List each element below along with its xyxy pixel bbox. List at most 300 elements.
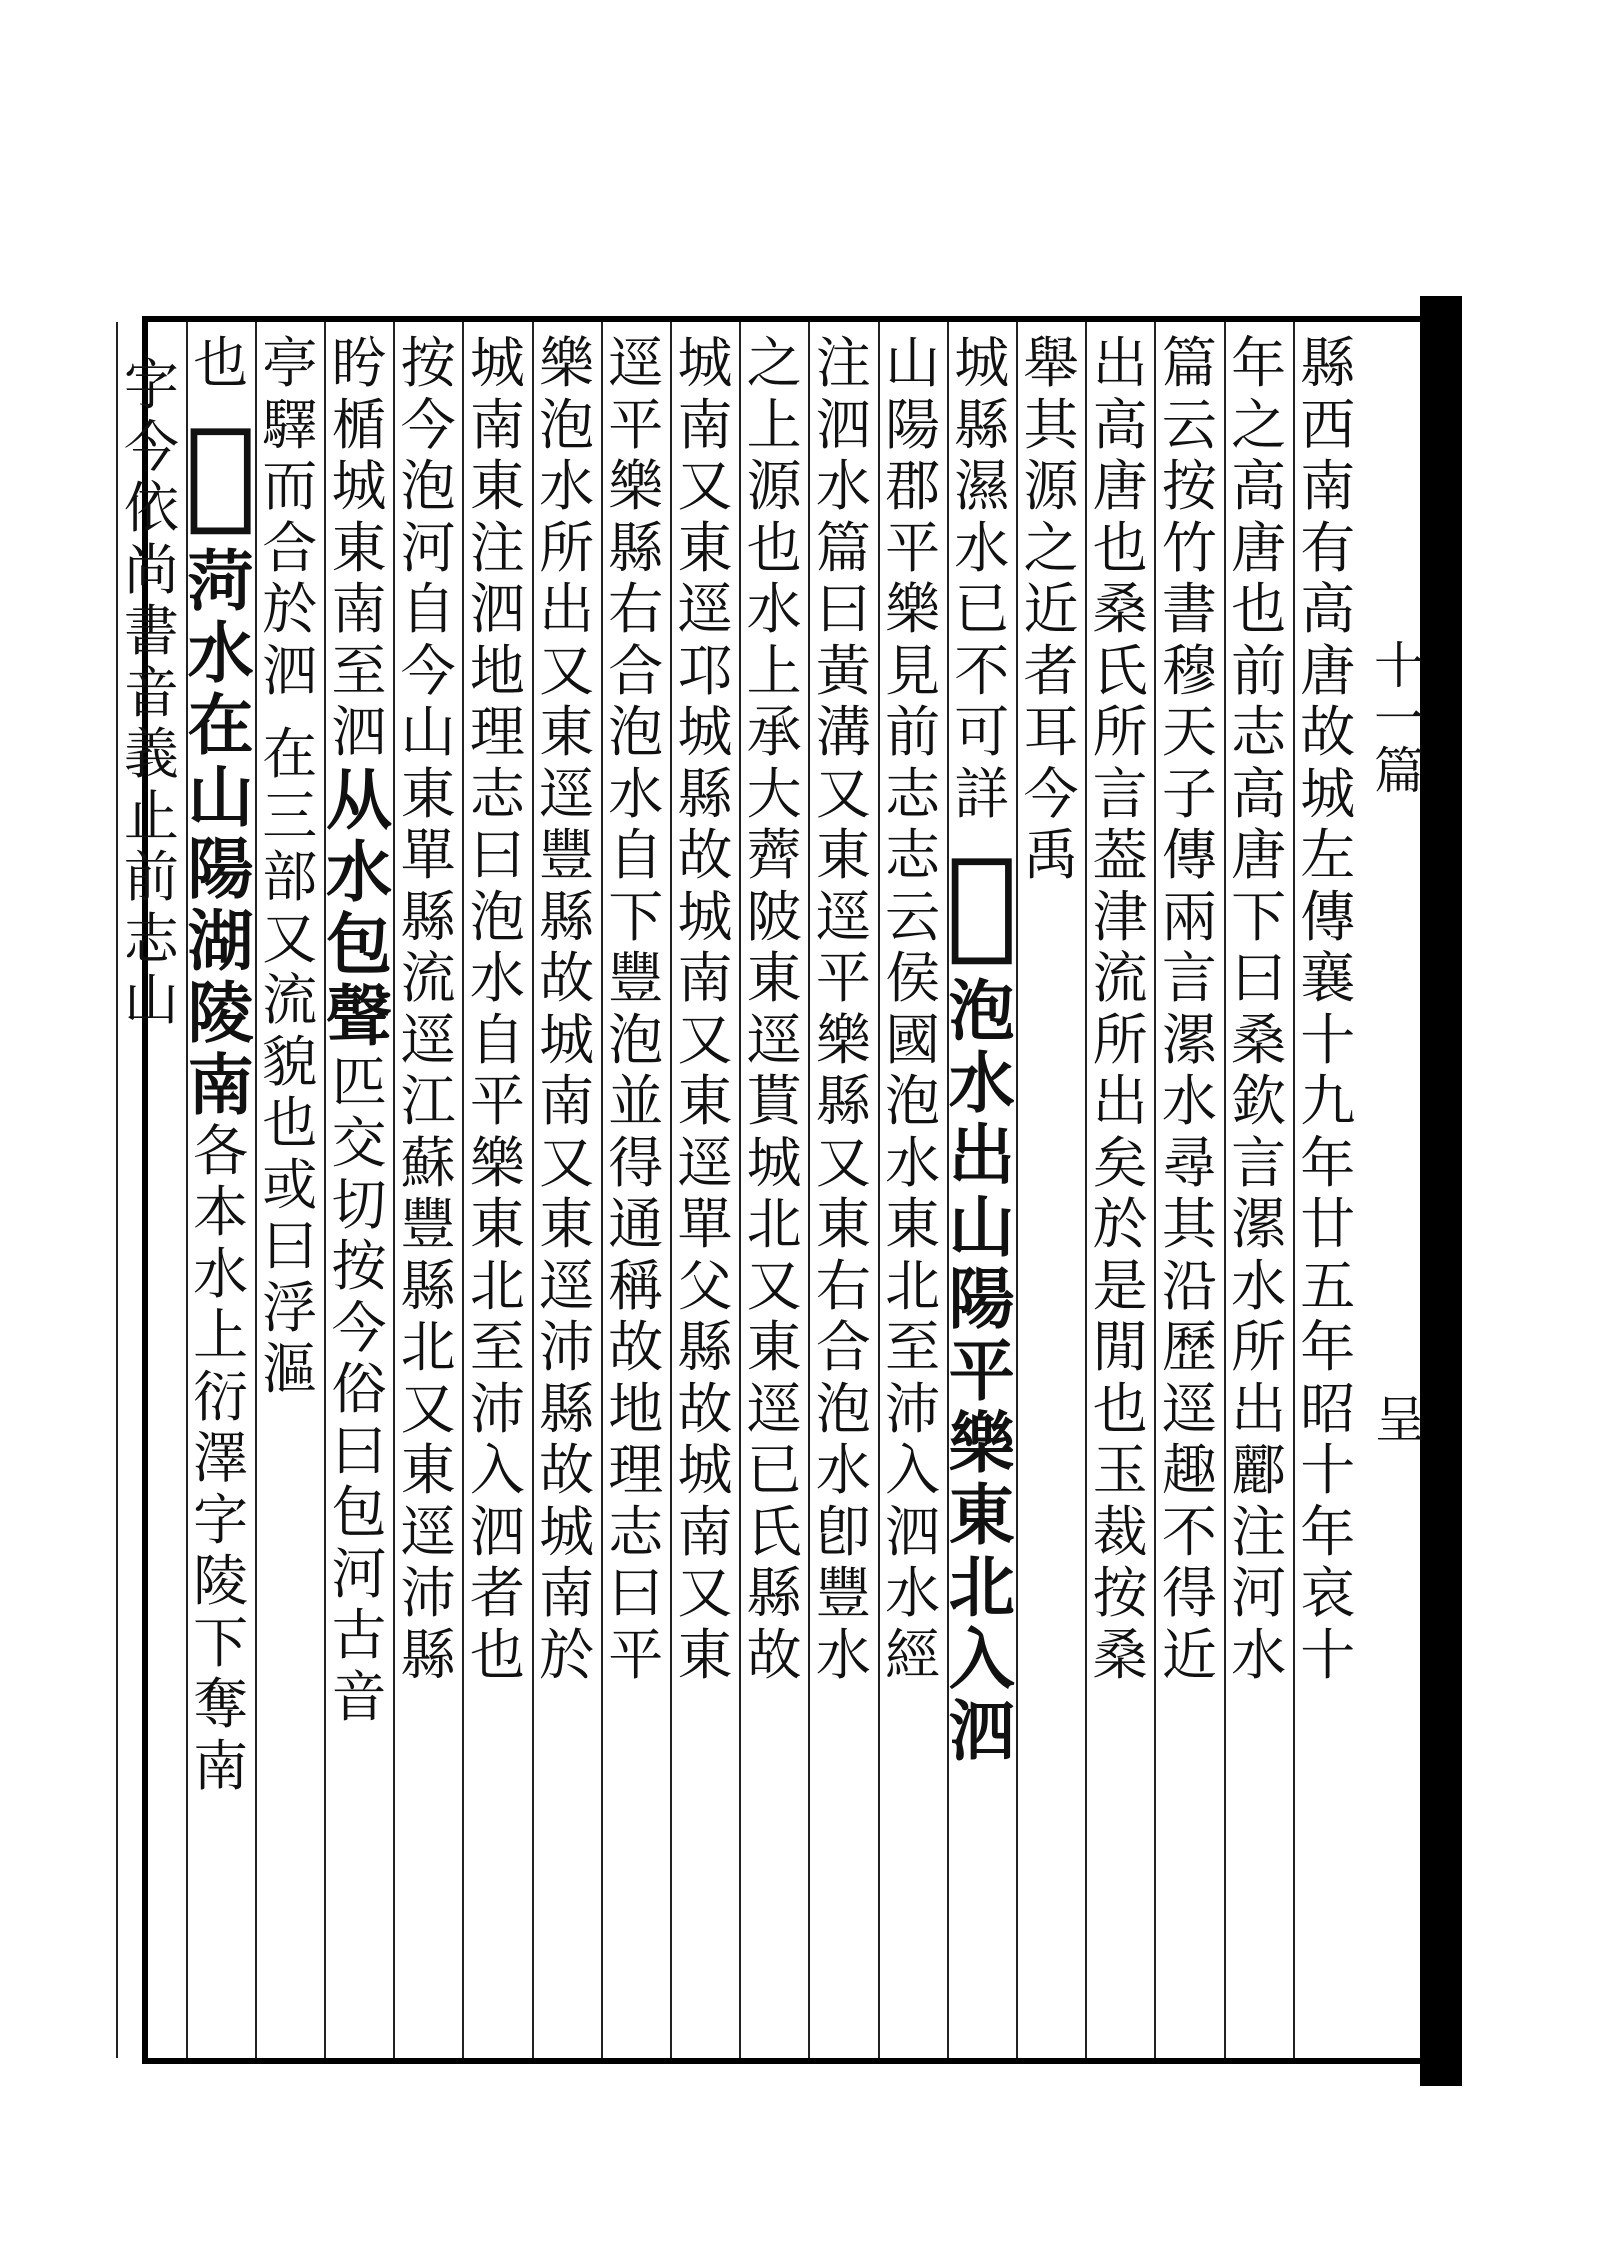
glyph: 地 — [469, 638, 525, 703]
glyph: 近 — [1023, 577, 1079, 641]
glyph: 沛 — [469, 1376, 525, 1441]
glyph: 縣 — [677, 761, 733, 826]
glyph: 曰 — [1231, 946, 1287, 1010]
glyph: 出 — [539, 577, 595, 641]
glyph: 或 — [262, 1152, 318, 1217]
glyph: 山 — [885, 331, 941, 395]
glyph: 今 — [400, 392, 456, 457]
glyph: 南 — [677, 946, 733, 1010]
glyph: 至 — [885, 1315, 941, 1379]
glyph: 平 — [815, 946, 871, 1010]
glyph: 又 — [262, 906, 318, 971]
glyph: 篇 — [815, 515, 871, 580]
glyph: 注 — [1231, 1499, 1287, 1564]
glyph: 漚 — [262, 1337, 318, 1401]
glyph: 大 — [746, 761, 802, 826]
commentary-text — [193, 1118, 249, 1801]
glyph: 流 — [400, 946, 456, 1010]
glyph: 在 — [262, 722, 318, 786]
glyph: 又 — [677, 1007, 733, 1072]
glyph: 水 — [815, 1622, 871, 1687]
glyph: 泡 — [469, 884, 525, 949]
glyph: 縣 — [400, 1622, 456, 1687]
glyph: 南 — [1300, 454, 1356, 518]
glyph: 泡 — [608, 1007, 664, 1072]
glyph: 東 — [331, 515, 387, 580]
glyph: 流 — [1092, 946, 1148, 1010]
glyph: 也 — [1092, 515, 1148, 580]
commentary-text — [608, 331, 664, 1689]
glyph: 部 — [262, 845, 318, 909]
glyph: 縣 — [608, 515, 664, 580]
glyph: 豐 — [400, 1192, 456, 1256]
glyph: 襄 — [1300, 946, 1356, 1010]
glyph: 山 — [123, 968, 179, 1032]
glyph: 十 — [1300, 1438, 1356, 1502]
glyph: 云 — [885, 884, 941, 949]
glyph: 所 — [1231, 1315, 1287, 1379]
glyph: 不 — [954, 638, 1010, 703]
glyph: 各 — [193, 1118, 249, 1183]
glyph: 山 — [187, 757, 254, 836]
glyph: 桑 — [1231, 1007, 1287, 1072]
commentary-text — [331, 1049, 387, 1732]
glyph: 言 — [1092, 761, 1148, 826]
glyph: 水 — [1161, 1069, 1217, 1133]
glyph: 也 — [1092, 1376, 1148, 1441]
glyph: 楯 — [331, 392, 387, 457]
fore-edge-margin — [1420, 296, 1462, 2086]
glyph: 樂 — [948, 1404, 1015, 1482]
glyph: 平 — [608, 1622, 664, 1687]
glyph: 水 — [885, 1130, 941, 1195]
glyph: 趣 — [1161, 1438, 1217, 1502]
glyph: 陽 — [187, 829, 254, 908]
glyph: 所 — [539, 515, 595, 580]
glyph: 高 — [1300, 577, 1356, 641]
glyph: 東 — [815, 823, 871, 887]
glyph: 出 — [948, 1116, 1015, 1194]
glyph: 上 — [193, 1303, 249, 1367]
commentary-text — [193, 331, 249, 398]
glyph: 城 — [1300, 761, 1356, 826]
commentary-text — [469, 331, 525, 1689]
glyph: 樂 — [608, 454, 664, 518]
glyph: 城 — [331, 454, 387, 518]
glyph: 縣 — [400, 884, 456, 949]
commentary-text — [1092, 331, 1148, 1689]
glyph: 河 — [1231, 1561, 1287, 1625]
glyph: 東 — [539, 1192, 595, 1256]
glyph: 得 — [1161, 1561, 1217, 1625]
glyph: 天 — [1161, 700, 1217, 764]
glyph: 閒 — [1092, 1315, 1148, 1379]
glyph: 縣 — [954, 392, 1010, 457]
glyph: 至 — [331, 638, 387, 703]
glyph: 三 — [262, 783, 318, 848]
glyph: 今 — [400, 638, 456, 703]
commentary-text — [400, 331, 456, 1689]
glyph: 陽 — [948, 1260, 1015, 1338]
glyph: 下 — [193, 1610, 249, 1675]
chapter-label — [1370, 637, 1428, 800]
glyph: 水 — [193, 1241, 249, 1306]
glyph: 注 — [815, 331, 871, 395]
glyph: 曰 — [815, 577, 871, 641]
text-column — [945, 331, 1018, 1770]
seal-script-glyph — [946, 828, 1018, 978]
glyph: 又 — [400, 1376, 456, 1441]
glyph: 傳 — [1161, 823, 1217, 887]
glyph: 也 — [1231, 577, 1287, 641]
glyph: 合 — [608, 638, 664, 703]
glyph: 上 — [746, 638, 802, 703]
seal-script-glyph — [185, 398, 257, 548]
glyph: 於 — [262, 577, 318, 641]
glyph: 北 — [948, 1548, 1015, 1626]
glyph: 東 — [746, 946, 802, 1010]
glyph: 出 — [1092, 331, 1148, 395]
glyph: 水 — [815, 1438, 871, 1502]
glyph: 包 — [326, 904, 392, 983]
glyph: 流 — [262, 968, 318, 1032]
glyph: 河 — [331, 1541, 387, 1606]
glyph: 東 — [400, 761, 456, 826]
glyph: 水 — [815, 454, 871, 518]
glyph: 陽 — [885, 392, 941, 457]
text-column — [1087, 331, 1153, 1689]
glyph: 古 — [331, 1603, 387, 1667]
glyph: 右 — [815, 1253, 871, 1318]
glyph: 故 — [539, 946, 595, 1010]
glyph: 詳 — [954, 761, 1010, 826]
glyph: 黃 — [815, 638, 871, 703]
glyph: 唐 — [1231, 823, 1287, 887]
glyph: 泗 — [469, 577, 525, 641]
glyph: 者 — [469, 1561, 525, 1625]
glyph: 縣 — [539, 884, 595, 949]
glyph: 單 — [400, 823, 456, 887]
glyph: 傳 — [1300, 884, 1356, 949]
glyph: 而 — [262, 454, 318, 518]
glyph: 城 — [677, 1438, 733, 1502]
commentary-text — [123, 353, 179, 1035]
glyph: 志 — [885, 761, 941, 826]
commentary-text — [746, 331, 802, 1689]
glyph: 河 — [400, 515, 456, 580]
glyph: 衍 — [193, 1364, 249, 1429]
commentary-text — [539, 331, 595, 1689]
glyph: 逕 — [746, 1376, 802, 1441]
glyph: 東 — [746, 1315, 802, 1379]
text-column — [395, 331, 461, 1689]
glyph: 桑 — [1092, 577, 1148, 641]
glyph: 亭 — [262, 331, 318, 395]
glyph: 注 — [469, 515, 525, 580]
glyph: 篇 — [1161, 331, 1217, 395]
glyph: 年 — [1300, 1499, 1356, 1564]
glyph: 東 — [539, 700, 595, 764]
text-column — [464, 331, 530, 1689]
glyph: 志 — [469, 761, 525, 826]
commentary-text — [1231, 331, 1287, 1689]
glyph: 曰 — [262, 1214, 318, 1278]
glyph: 豐 — [539, 823, 595, 887]
commentary-text — [815, 331, 871, 1689]
glyph: 又 — [746, 1253, 802, 1318]
glyph: 玉 — [1092, 1438, 1148, 1502]
glyph: 故 — [608, 1315, 664, 1379]
glyph: 東 — [677, 515, 733, 580]
glyph: 今 — [331, 1295, 387, 1360]
glyph: 桑 — [1092, 1622, 1148, 1687]
glyph: 津 — [1092, 884, 1148, 949]
glyph: 俗 — [331, 1357, 387, 1421]
glyph: 泗 — [331, 700, 387, 764]
glyph: 溝 — [815, 700, 871, 764]
glyph: 城 — [539, 1007, 595, 1072]
glyph: 今 — [1023, 761, 1079, 826]
glyph: 地 — [608, 1376, 664, 1441]
glyph: 年 — [1231, 331, 1287, 395]
glyph: 言 — [1161, 946, 1217, 1010]
glyph: 本 — [193, 1180, 249, 1244]
glyph: 山 — [948, 1188, 1015, 1266]
glyph: 書 — [123, 599, 179, 663]
glyph: 水 — [1231, 1253, 1287, 1318]
text-column — [1295, 331, 1361, 1689]
glyph: 尚 — [123, 537, 179, 602]
glyph: 義 — [123, 722, 179, 786]
glyph: 源 — [1023, 454, 1079, 518]
glyph: 竹 — [1161, 515, 1217, 580]
glyph: 水 — [885, 1561, 941, 1625]
glyph: 葢 — [1092, 823, 1148, 887]
glyph: 於 — [1092, 1192, 1148, 1256]
glyph: 泗 — [948, 1692, 1015, 1770]
glyph: 志 — [885, 823, 941, 887]
glyph: 縣 — [677, 1315, 733, 1379]
glyph: 北 — [746, 1192, 802, 1256]
glyph: 平 — [885, 515, 941, 580]
glyph: 樂 — [539, 331, 595, 395]
glyph: 高 — [1092, 392, 1148, 457]
glyph: 故 — [1300, 700, 1356, 764]
text-column — [257, 331, 323, 1404]
glyph: 出 — [1231, 1376, 1287, 1441]
glyph: 近 — [1161, 1622, 1217, 1687]
glyph: 按 — [1092, 1561, 1148, 1625]
glyph: 城 — [469, 331, 525, 395]
glyph: 理 — [469, 700, 525, 764]
glyph: 音 — [123, 660, 179, 725]
glyph: 貰 — [746, 1069, 802, 1133]
glyph: 漯 — [1231, 1192, 1287, 1256]
glyph: 陵 — [193, 1549, 249, 1613]
glyph: 入 — [469, 1438, 525, 1502]
glyph: 逕 — [815, 884, 871, 949]
glyph: 昭 — [1300, 1376, 1356, 1441]
glyph: 薺 — [746, 823, 802, 887]
glyph: 東 — [948, 1476, 1015, 1554]
text-column — [184, 331, 257, 1800]
text-column — [741, 331, 807, 1689]
glyph: 泗 — [469, 1499, 525, 1564]
glyph: 尋 — [1161, 1130, 1217, 1195]
glyph: 𣲖 — [945, 833, 1018, 972]
text-column — [880, 331, 946, 1689]
glyph: 水 — [954, 515, 1010, 580]
glyph: 驛 — [262, 392, 318, 457]
glyph: 理 — [608, 1438, 664, 1502]
glyph: 故 — [539, 1438, 595, 1502]
commentary-text — [1300, 331, 1356, 1689]
glyph: 水 — [746, 577, 802, 641]
glyph: 泡 — [539, 392, 595, 457]
glyph: 入 — [885, 1438, 941, 1502]
glyph: 東 — [469, 454, 525, 518]
glyph: 水 — [1231, 1622, 1287, 1687]
glyph: 从 — [326, 760, 392, 839]
glyph: 兩 — [1161, 884, 1217, 949]
glyph: 止 — [123, 783, 179, 848]
glyph: 按 — [400, 331, 456, 395]
glyph: 裁 — [1092, 1499, 1148, 1564]
glyph: 交 — [331, 1111, 387, 1175]
glyph: 十 — [1300, 1622, 1356, 1687]
glyph: 得 — [608, 1130, 664, 1195]
glyph: 子 — [1161, 761, 1217, 826]
glyph: 平 — [948, 1332, 1015, 1410]
glyph: 可 — [954, 700, 1010, 764]
glyph: 湖 — [187, 901, 254, 980]
glyph: 是 — [1092, 1253, 1148, 1318]
glyph: 水 — [469, 946, 525, 1010]
glyph: 者 — [1023, 638, 1079, 703]
glyph: 豐 — [815, 1561, 871, 1625]
glyph: 自 — [608, 823, 664, 887]
glyph: 其 — [1161, 1192, 1217, 1256]
glyph: 城 — [954, 331, 1010, 395]
commentary-text — [1161, 331, 1217, 1689]
glyph: 五 — [1300, 1253, 1356, 1318]
glyph: 又 — [677, 454, 733, 518]
glyph: 所 — [1092, 1007, 1148, 1072]
glyph: 又 — [539, 638, 595, 703]
glyph: 水 — [539, 454, 595, 518]
glyph: 十 — [1300, 1007, 1356, 1072]
glyph: 前 — [1231, 638, 1287, 703]
glyph: 又 — [677, 1561, 733, 1625]
text-column — [326, 331, 392, 1731]
glyph: 入 — [948, 1620, 1015, 1698]
glyph: 水 — [326, 832, 392, 911]
glyph: 出 — [1092, 1069, 1148, 1133]
glyph: 縣 — [746, 1561, 802, 1625]
glyph: 平 — [608, 392, 664, 457]
glyph: 樂 — [815, 1007, 871, 1072]
glyph: 東 — [885, 1192, 941, 1256]
glyph: 泡 — [400, 454, 456, 518]
glyph: 志 — [123, 906, 179, 971]
glyph: 陂 — [746, 884, 802, 949]
glyph: 曰 — [469, 823, 525, 887]
glyph: 前 — [123, 845, 179, 909]
glyph: 江 — [400, 1069, 456, 1133]
glyph: 東 — [815, 1192, 871, 1256]
glyph: 依 — [123, 476, 179, 540]
glyph: 合 — [815, 1315, 871, 1379]
commentary-text — [885, 331, 941, 1689]
text-column — [672, 331, 738, 1689]
glyph: 逕 — [539, 1253, 595, 1318]
glyph: 之 — [1023, 515, 1079, 580]
glyph: 歷 — [1161, 1315, 1217, 1379]
glyph: 逕 — [746, 1007, 802, 1072]
glyph: 言 — [1231, 1130, 1287, 1195]
glyph: 欽 — [1231, 1069, 1287, 1133]
glyph: 逕 — [1161, 1376, 1217, 1441]
glyph: 故 — [746, 1622, 802, 1687]
glyph: 貌 — [262, 1029, 318, 1094]
glyph: 也 — [193, 331, 249, 395]
glyph: 奪 — [193, 1672, 249, 1736]
glyph: 已 — [746, 1438, 802, 1502]
glyph: 云 — [1161, 392, 1217, 457]
glyph: 經 — [885, 1622, 941, 1687]
glyph: 高 — [1231, 761, 1287, 826]
glyph: 書 — [1161, 577, 1217, 641]
text-column — [810, 331, 876, 1689]
glyph: 城 — [746, 1130, 802, 1195]
glyph: 也 — [469, 1622, 525, 1687]
glyph: 氏 — [746, 1499, 802, 1564]
glyph: 豐 — [608, 946, 664, 1010]
glyph: 沛 — [885, 1376, 941, 1441]
glyph: 於 — [539, 1622, 595, 1687]
glyph: 右 — [608, 577, 664, 641]
chapter-label-char: 篇 — [1374, 742, 1424, 800]
glyph: 左 — [1300, 823, 1356, 887]
glyph: 唐 — [1300, 638, 1356, 703]
glyph: 聲 — [326, 976, 392, 1055]
glyph: 逕 — [400, 1499, 456, 1564]
text-column — [1226, 331, 1292, 1689]
glyph: 單 — [677, 1192, 733, 1256]
glyph: 又 — [815, 761, 871, 826]
glyph: 漯 — [1161, 1007, 1217, 1072]
glyph: 承 — [746, 700, 802, 764]
glyph: 又 — [539, 1130, 595, 1195]
glyph: 水 — [187, 613, 254, 692]
glyph: 不 — [1161, 1499, 1217, 1564]
glyph: 北 — [469, 1253, 525, 1318]
glyph: 高 — [1231, 454, 1287, 518]
glyph: 哀 — [1300, 1561, 1356, 1625]
glyph: 也 — [262, 1091, 318, 1155]
glyph: 酈 — [1231, 1438, 1287, 1502]
glyph: 曰 — [608, 1561, 664, 1625]
page-number: 呈 — [1375, 1391, 1425, 1449]
glyph: 並 — [608, 1069, 664, 1133]
glyph: 泗 — [815, 392, 871, 457]
glyph: 稱 — [608, 1253, 664, 1318]
glyph: 水 — [948, 1044, 1015, 1122]
glyph: 年 — [1300, 1130, 1356, 1195]
glyph: 之 — [746, 331, 802, 395]
glyph: 唐 — [1231, 515, 1287, 580]
glyph: 包 — [331, 1480, 387, 1544]
